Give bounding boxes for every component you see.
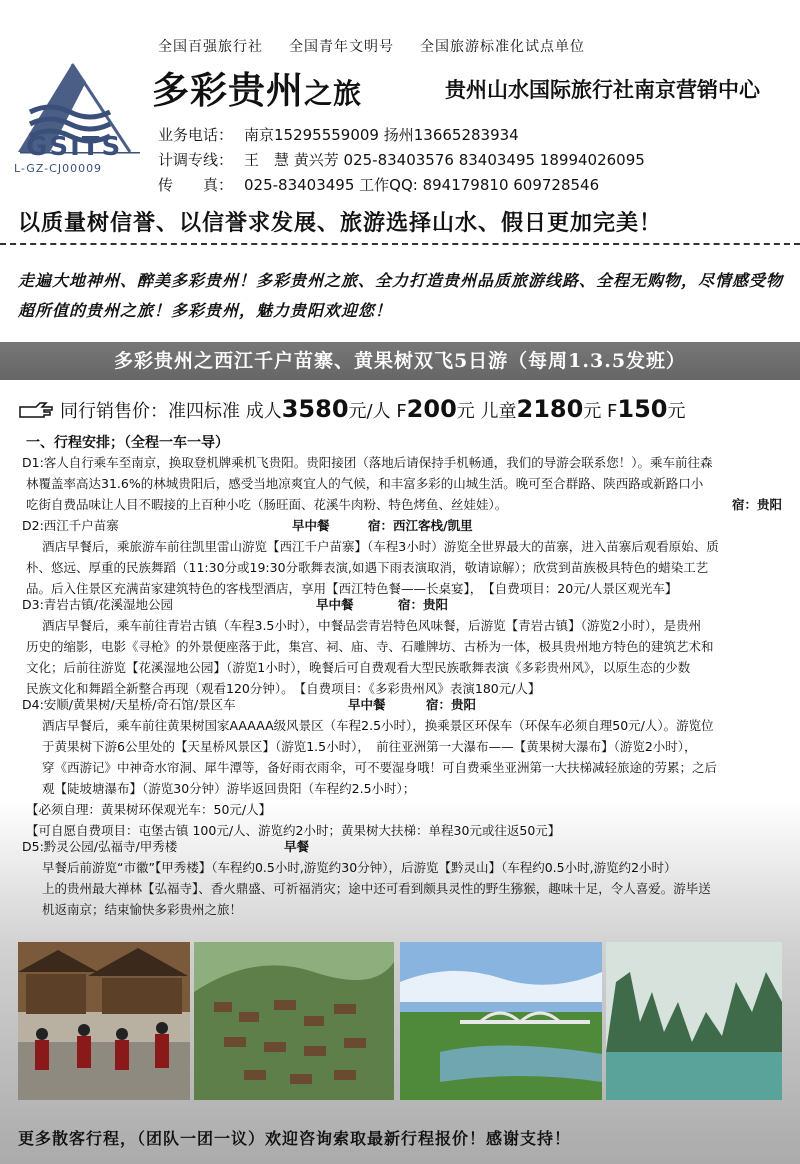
brand-title: [152, 60, 362, 114]
day-text: 朴、悠远、厚重的民族舞蹈（11:30分或19:30分歌舞表演,如遇下雨表演取消，敬请谅解）；欣赏到苗族极具特色的蜡染工艺: [26, 560, 709, 575]
day-text: 酒店早餐后，乘车前往黄果树国家AAAAA级风景区（车程2.5小时），换乘景区环保车（环保车必须自理50元/人）。游览位: [42, 718, 714, 733]
day-text: 早餐后前游览“市徽”【甲秀楼】（车程约0.5小时,游览约30分钟），后游览【黔灵山】（车程约0.5小时,游览约2小时）: [42, 860, 677, 875]
day-2: [22, 515, 792, 599]
day-text: 上的贵州最大禅林【弘福寺】、香火鼎盛、可祈福消灾；途中还可看到颇具灵性的野生猕猴，趣味十足，令人喜爱。游毕送: [42, 881, 711, 896]
day-meals: 早中餐: [348, 697, 386, 712]
day-text: 历史的缩影，电影《寻枪》的外景便座落于此，集宫、祠、庙、寺、石雕牌坊、古桥为一体，极具贵州地方特色的建筑艺术和: [26, 639, 714, 654]
contact-business-phone: [158, 124, 519, 145]
pointing-hand-icon: [18, 401, 54, 419]
day-1: [22, 452, 792, 515]
price-prefix: 同行销售价：准四标准 成人: [60, 401, 282, 422]
day-text: 酒店早餐后，乘车前往青岩古镇（车程3.5小时），中餐品尝青岩特色风味餐，后游览【青岩古镇】（游览2小时），是贵州: [42, 618, 702, 633]
contact-value: 王 慧 黄兴芳 025-83403576 83403495 18994026095: [244, 151, 645, 169]
contact-value: 南京15295559009 扬州13665283934: [244, 126, 519, 144]
child-flight-price: 150: [617, 395, 668, 423]
day-text: 观【陡坡塘瀑布】（游览30分钟）游毕返回贵阳（车程约2.5小时）；: [42, 781, 416, 796]
contact-value: 025-83403495 工作QQ: 894179810 609728546: [244, 176, 600, 194]
photo-karst-lake: [606, 942, 782, 1100]
contact-dispatch-line: [158, 149, 645, 170]
footer-note: 更多散客行程，（团队一团一议）欢迎咨询索取最新行程报价！感谢支持！: [18, 1129, 572, 1148]
honor-2: 全国青年文明号: [289, 39, 394, 55]
day-optional-fee: 【可自愿自费项目：屯堡古镇 100元/人、游览约2小时；黄果树大扶梯：单程30元或往返50元】: [26, 823, 561, 838]
photo-xijiang-village: [194, 942, 394, 1100]
contact-label: 传 真：: [158, 176, 234, 194]
day-text: 吃街自费品味让人目不暇接的上百种小吃（肠旺面、花溪牛肉粉、特色烤鱼、丝娃娃）。: [26, 497, 508, 512]
gsits-logo: [10, 52, 146, 180]
contact-label: 业务电话：: [158, 126, 234, 144]
child-price: 2180: [516, 395, 584, 423]
day-stay: 宿：贵阳: [398, 597, 449, 612]
day-heading: D5:黔灵公园/弘福寺/甲秀楼: [22, 839, 178, 854]
price-unit: 元 F: [583, 401, 618, 422]
day-heading: D4:安顺/黄果树/天星桥/奇石馆/景区车: [22, 697, 236, 712]
price-unit: 元/人 F: [348, 401, 407, 422]
logo-text: GSITS: [26, 132, 123, 162]
agency-name: 贵州山水国际旅行社南京营销中心: [445, 77, 760, 102]
honor-1: 全国百强旅行社: [158, 39, 263, 55]
contact-fax: [158, 174, 599, 195]
price-line: [18, 395, 686, 423]
day-text: 穿《西游记》中神奇水帘洞、犀牛潭等，备好雨衣雨伞，可不要湿身哦！可自费乘坐亚洲第一大扶梯减轻旅途的劳累；之后: [42, 760, 718, 775]
intro-text: 走遍大地神州、醉美多彩贵州！多彩贵州之旅、全力打造贵州品质旅游线路、全程无购物，尽情感受物超所值的贵州之旅！多彩贵州，魅力贵阳欢迎您！: [18, 271, 784, 320]
logo-code: L-GZ-CJ00009: [14, 162, 103, 175]
contact-label: 计调专线：: [158, 151, 234, 169]
price-unit: 元 儿童: [456, 401, 517, 422]
photo-bridge-river: [400, 942, 602, 1100]
day-text: 机返南京；结束愉快多彩贵州之旅！: [42, 902, 243, 917]
day-heading: D2:西江千户苗寨: [22, 518, 119, 533]
day-text: 酒店早餐后，乘旅游车前往凯里雷山游览【西江千户苗寨】（车程3小时）游览全世界最大的苗寨，进入苗寨后观看原始、质: [42, 539, 719, 554]
adult-flight-price: 200: [406, 395, 457, 423]
brand-suffix: 之旅: [304, 77, 363, 110]
itinerary-title: 一、行程安排；（全程一车一导）: [26, 435, 229, 451]
day-stay: 宿：贵阳: [426, 697, 477, 712]
adult-price: 3580: [281, 395, 349, 423]
day-text: 于黄果树下游6公里处的【天星桥风景区】（游览1.5小时）， 前往亚洲第一大瀑布——【黄果树大瀑布】（游览2小时），: [42, 739, 697, 754]
day-heading: D3:青岩古镇/花溪湿地公园: [22, 597, 174, 612]
honors-line: [158, 36, 611, 56]
price-unit: 元: [667, 401, 686, 422]
day-text: 民族文化和舞蹈全新整合再现（观看120分钟）。 【自费项目：《多彩贵州风》表演180元/人】: [26, 681, 541, 696]
day-5: [22, 836, 792, 920]
day-stay: 宿：西江客栈/凯里: [368, 518, 473, 533]
day-stay: 宿：贵阳: [731, 497, 782, 512]
day-meals: 早餐: [284, 839, 310, 854]
dashed-divider: [0, 243, 800, 245]
day-text: 林覆盖率高达31.6%的林城贵阳后，感受当地凉爽宜人的气候，和丰富多彩的山城生活。晚可至合群路、陕西路或新路口小: [26, 476, 704, 491]
honor-3: 全国旅游标准化试点单位: [420, 39, 585, 55]
photo-miao-dancers: [18, 942, 190, 1100]
day-text: 文化；后前往游览【花溪湿地公园】（游览1小时），晚餐后可自费观看大型民族歌舞表演《多彩贵州风》，以原生态的少数: [26, 660, 691, 675]
day-text: D1:客人自行乘车至南京，换取登机牌乘机飞贵阳。贵阳接团（落地后请保持手机畅通，我们的导游会联系您！）。乘车前往森: [22, 455, 713, 470]
day-meals: 早中餐: [292, 518, 330, 533]
day-text: 品。后入住景区充满苗家建筑特色的客栈型酒店，享用【西江特色餐——长桌宴】， 【自费项目：20元/人景区观光车】: [26, 581, 678, 596]
day-3: [22, 594, 792, 699]
slogan: 以质量树信誉、以信誉求发展、旅游选择山水、假日更加完美！: [18, 211, 663, 236]
brand-name: 多彩贵州: [152, 68, 304, 112]
day-required-fee: 【必须自理：黄果树环保观光车：50元/人】: [26, 802, 272, 817]
day-meals: 早中餐: [316, 597, 354, 612]
day-4: [22, 694, 792, 841]
tour-banner-title: 多彩贵州之西江千户苗寨、黄果树双飞5日游（每周1.3.5发班）: [113, 350, 687, 372]
